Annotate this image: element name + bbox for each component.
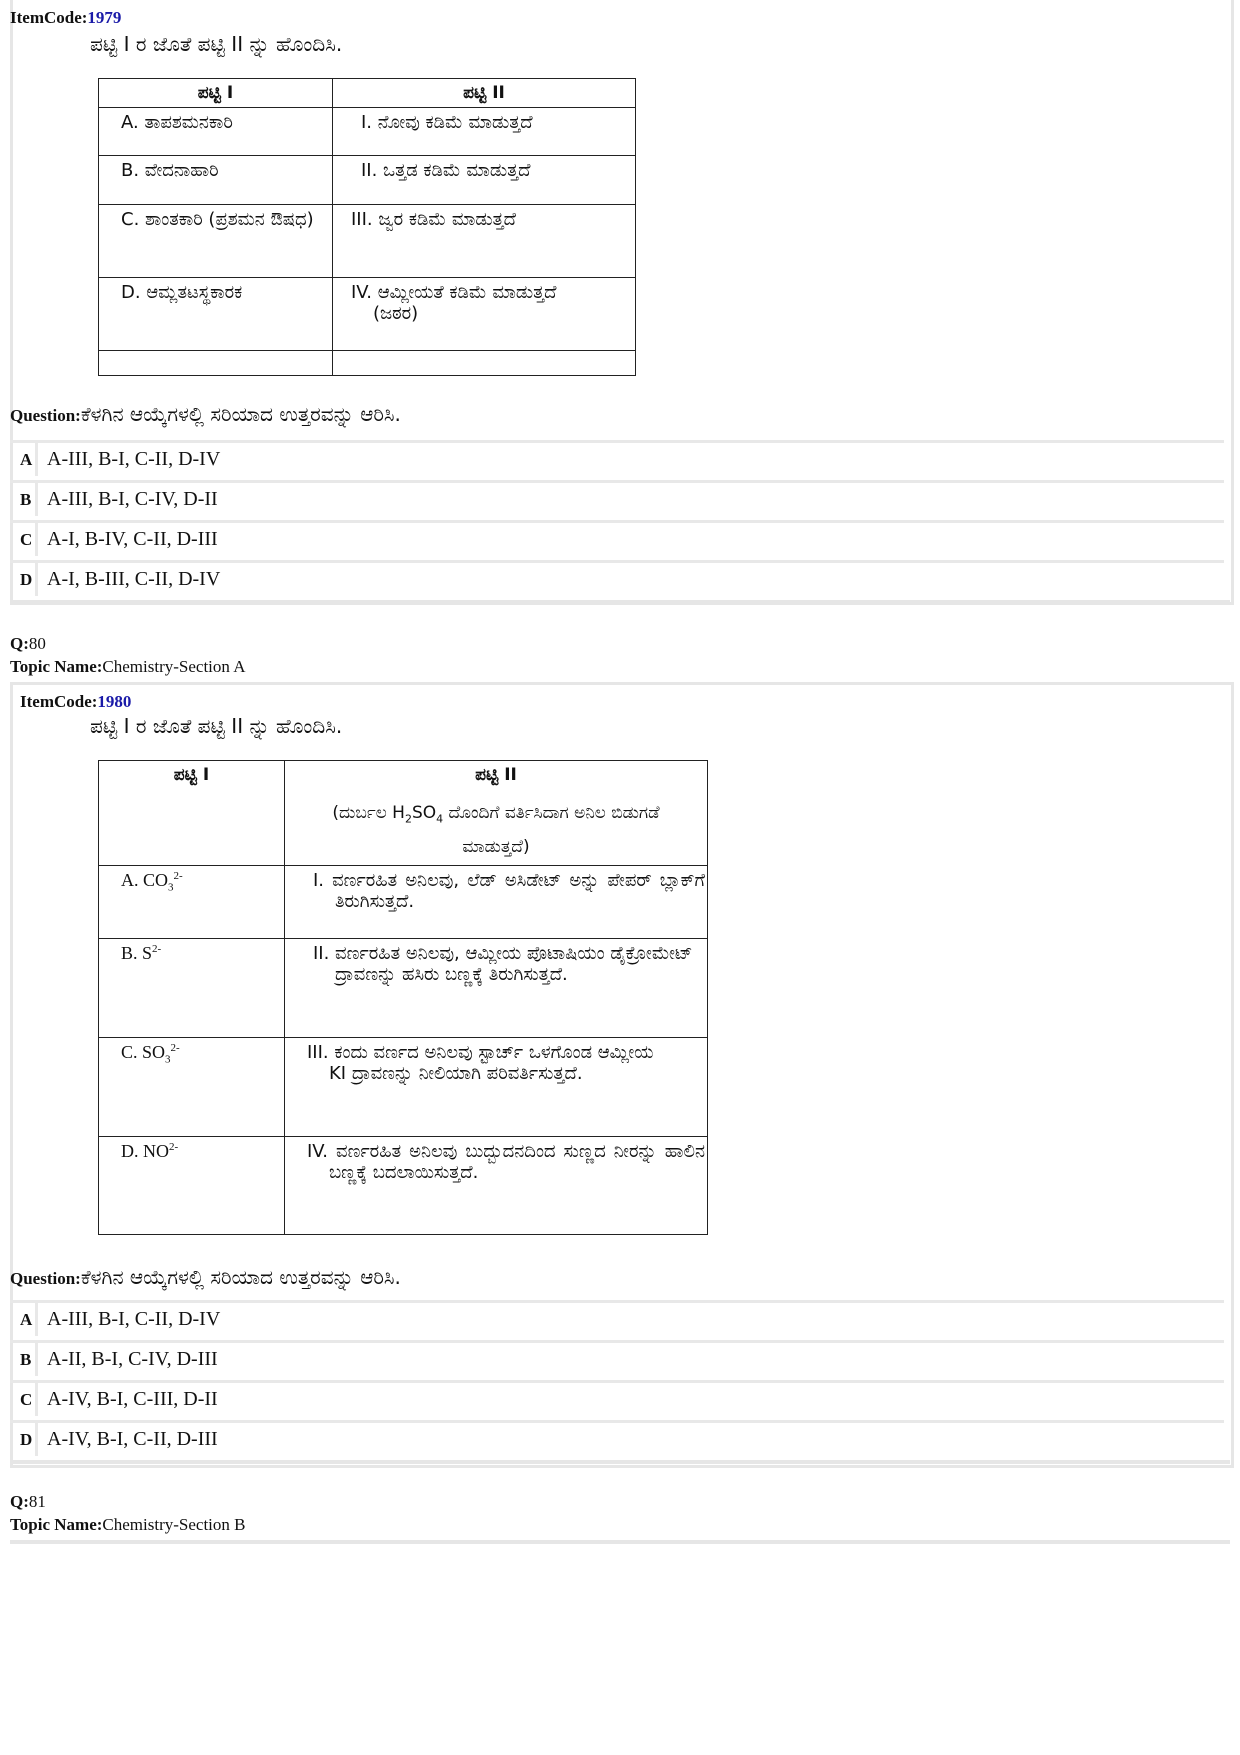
table-cell: IV. ಆಮ್ಲೀಯತೆ ಕಡಿಮೆ ಮಾಡುತ್ತದೆ (ಜಠರ) (333, 278, 636, 351)
option-b[interactable] (10, 480, 1224, 516)
table-cell: B. ವೇದನಾಹಾರಿ (99, 156, 333, 205)
topic-name: Chemistry-Section A (102, 657, 246, 676)
table-header-list-2: ಪಟ್ಟಿ II (333, 79, 636, 108)
table-header-list-1: ಪಟ್ಟಿ I (99, 79, 333, 108)
item-code-number: 1979 (87, 8, 122, 27)
question-number: 80 (28, 634, 46, 653)
option-text: A-IV, B-I, C-II, D-III (47, 1428, 218, 1450)
match-table (98, 760, 708, 1235)
option-b[interactable] (10, 1340, 1224, 1376)
table-cell: II. ಒತ್ತಡ ಕಡಿಮೆ ಮಾಡುತ್ತದೆ (333, 156, 636, 205)
option-a[interactable] (10, 440, 1224, 476)
table-cell: I. ವರ್ಣರಹಿತ ಅನಿಲವು, ಲೆಡ್ ಅಸಿಡೇಟ್ ಅನ್ನು ಪೇಪರ್ ಬ್ಲಾಕ್‌ಗೆ ತಿರುಗಿಸುತ್ತದೆ. (285, 866, 708, 939)
item-code-number: 1980 (97, 692, 132, 711)
table-cell: III. ಕಂದು ವರ್ಣದ ಅನಿಲವು ಸ್ಟಾರ್ಚ್ ಒಳಗೊಂಡ ಆಮ್ಲೀಯ KI ದ್ರಾವಣನ್ನು ನೀಲಿಯಾಗಿ ಪರಿವರ್ತಿಸುತ್ತದೆ. (285, 1038, 708, 1137)
table-cell: C. $SO_3^{2-}$ (99, 1038, 285, 1137)
option-d[interactable] (10, 560, 1224, 596)
question-stem: ಪಟ್ಟಿ I ರ ಜೊತೆ ಪಟ್ಟಿ II ನ್ನು ಹೊಂದಿಸಿ. (90, 32, 343, 56)
option-c[interactable] (10, 520, 1224, 556)
option-text: A-III, B-I, C-II, D-IV (47, 448, 221, 470)
block-top-border (10, 1540, 1230, 1544)
option-letter: C (10, 1383, 38, 1416)
table-header-list-1: ಪಟ್ಟಿ I (99, 761, 285, 866)
item-code: ItemCode:1980 (20, 692, 132, 711)
table-cell: C. ಶಾಂತಕಾರಿ (ಪ್ರಶಮನ ಔಷಧ) (99, 205, 333, 278)
table-cell: A. $CO_3^{2-}$ (99, 866, 285, 939)
option-letter: D (10, 1423, 38, 1456)
question-header: Q:81 Topic Name:Chemistry-Section B (10, 1492, 246, 1534)
match-table (98, 78, 636, 376)
option-text: A-III, B-I, C-IV, D-II (47, 488, 218, 510)
option-letter: C (10, 523, 38, 556)
option-a[interactable] (10, 1300, 1224, 1336)
option-text: A-I, B-IV, C-II, D-III (47, 528, 218, 550)
table-cell: III. ಜ್ವರ ಕಡಿಮೆ ಮಾಡುತ್ತದೆ (333, 205, 636, 278)
block-bottom-border (10, 600, 1230, 604)
option-letter: B (10, 1343, 38, 1376)
option-letter: D (10, 563, 38, 596)
option-letter: A (10, 1303, 38, 1336)
table-cell: B. $S^{2-}$ (99, 939, 285, 1038)
option-c[interactable] (10, 1380, 1224, 1416)
block-bottom-border (10, 1460, 1230, 1464)
option-text: A-I, B-III, C-II, D-IV (47, 568, 221, 590)
question-stem: ಪಟ್ಟಿ I ರ ಜೊತೆ ಪಟ್ಟಿ II ನ್ನು ಹೊಂದಿಸಿ. (90, 714, 343, 738)
question-text: Question:ಕೆಳಗಿನ ಆಯ್ಕೆಗಳಲ್ಲಿ ಸರಿಯಾದ ಉತ್ತರವನ್ನು ಆರಿಸಿ. (10, 402, 401, 426)
topic-name: Chemistry-Section B (102, 1515, 246, 1534)
option-text: A-III, B-I, C-II, D-IV (47, 1308, 221, 1330)
option-text: A-IV, B-I, C-III, D-II (47, 1388, 218, 1410)
question-text: Question:ಕೆಳಗಿನ ಆಯ್ಕೆಗಳಲ್ಲಿ ಸರಿಯಾದ ಉತ್ತರವನ್ನು ಆರಿಸಿ. (10, 1265, 401, 1289)
table-cell: II. ವರ್ಣರಹಿತ ಅನಿಲವು, ಆಮ್ಲೀಯ ಪೊಟಾಷಿಯಂ ಡೈಕ್ರೋಮೇಟ್ ದ್ರಾವಣನ್ನು ಹಸಿರು ಬಣ್ಣಕ್ಕೆ ತಿರುಗಿಸುತ್ತದೆ. (285, 939, 708, 1038)
option-d[interactable] (10, 1420, 1224, 1456)
table-cell: D. $NO^{2-}$ (99, 1137, 285, 1235)
question-header: Q:80 Topic Name:Chemistry-Section A (10, 634, 246, 676)
option-letter: B (10, 483, 38, 516)
table-header-list-2: ಪಟ್ಟಿ II (ದುರ್ಬಲ $H_2SO_4$ ದೊಂದಿಗೆ ವರ್ತಿಸಿದಾಗ ಅನಿಲ ಬಿಡುಗಡೆ ಮಾಡುತ್ತದೆ) (285, 761, 708, 866)
table-cell: I. ನೋವು ಕಡಿಮೆ ಮಾಡುತ್ತದೆ (333, 108, 636, 156)
table-cell: D. ಆಮ್ಲತಟಸ್ಥಕಾರಕ (99, 278, 333, 351)
table-cell (333, 351, 636, 376)
option-letter: A (10, 443, 38, 476)
question-number: 81 (28, 1492, 46, 1511)
table-cell: A. ತಾಪಶಮನಕಾರಿ (99, 108, 333, 156)
table-cell (99, 351, 333, 376)
table-header-note: (ದುರ್ಬಲ $H_2SO_4$ ದೊಂದಿಗೆ ವರ್ತಿಸಿದಾಗ ಅನಿಲ ಬಿಡುಗಡೆ ಮಾಡುತ್ತದೆ) (332, 803, 660, 858)
option-text: A-II, B-I, C-IV, D-III (47, 1348, 218, 1370)
table-cell: IV. ವರ್ಣರಹಿತ ಅನಿಲವು ಬುದ್ಬುದನದಿಂದ ಸುಣ್ಣದ ನೀರನ್ನು ಹಾಲಿನ ಬಣ್ಣಕ್ಕೆ ಬದಲಾಯಿಸುತ್ತದೆ. (285, 1137, 708, 1235)
item-code: ItemCode:1979 (10, 8, 122, 27)
